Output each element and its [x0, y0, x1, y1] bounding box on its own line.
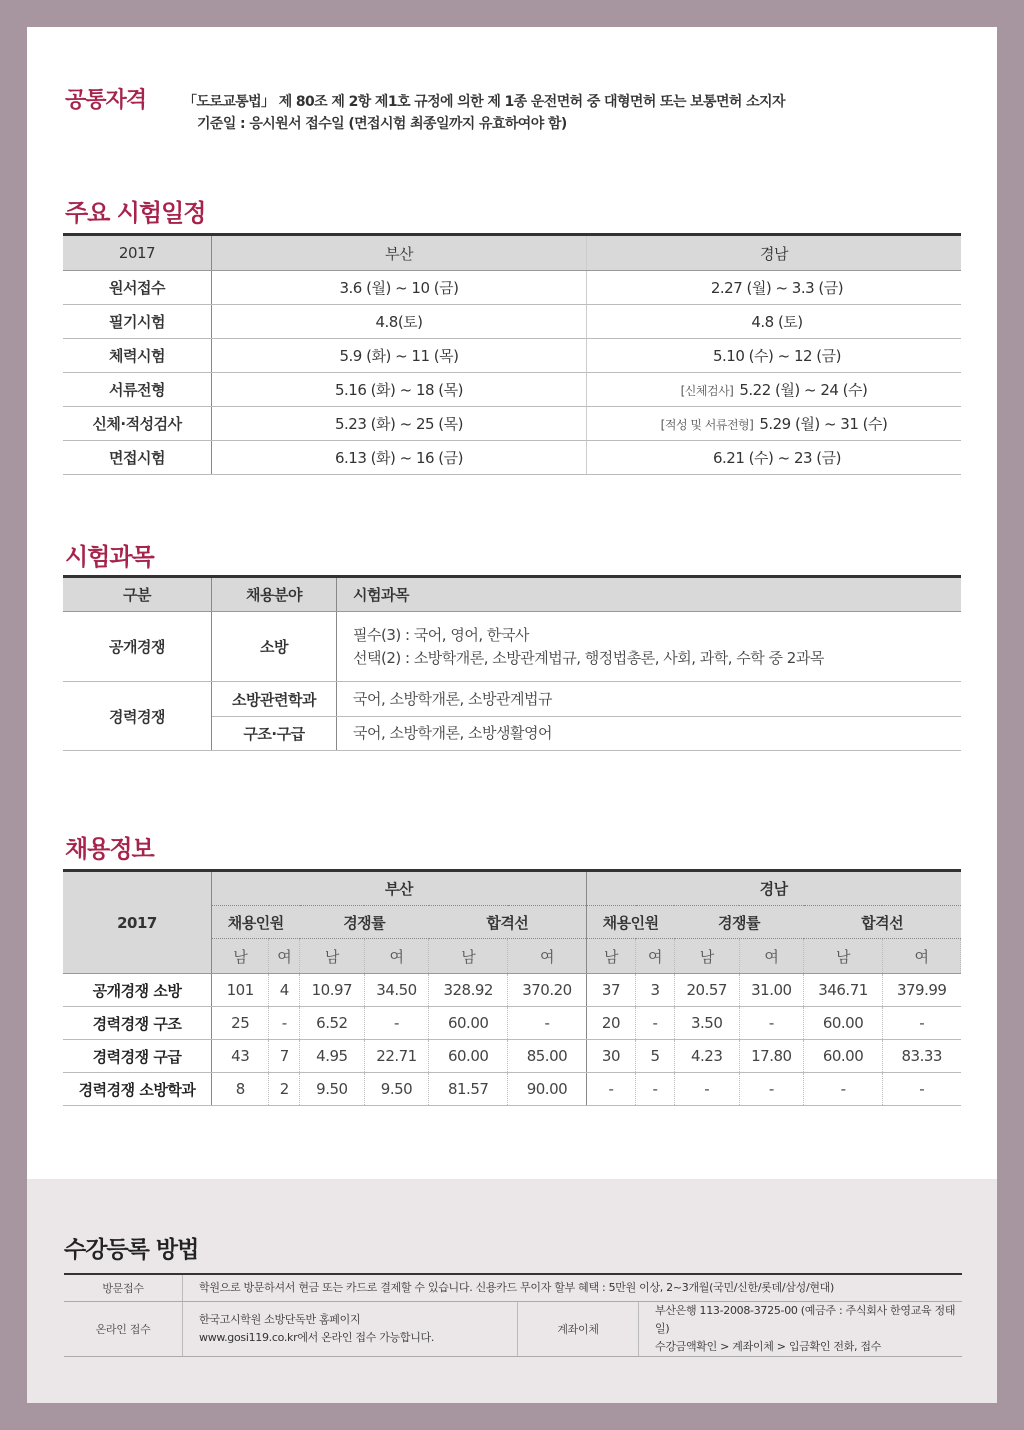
schedule-header-gyeongnam: 경남 — [587, 235, 962, 271]
schedule-gyeongnam-cell — [587, 339, 962, 373]
recruitment-cell: - — [674, 1073, 739, 1106]
recruitment-gender-label: 여 — [882, 939, 960, 974]
recruitment-cell: 8 — [212, 1073, 269, 1106]
schedule-title: 주요 시험일정 — [65, 199, 206, 227]
schedule-table — [63, 233, 961, 475]
schedule-header-busan: 부산 — [212, 235, 587, 271]
table-row — [63, 612, 961, 682]
recruitment-cell: 60.00 — [429, 1007, 508, 1040]
recruitment-cell: 17.80 — [739, 1040, 804, 1073]
recruitment-cell: - — [739, 1073, 804, 1106]
recruitment-cell: 85.00 — [508, 1040, 587, 1073]
recruitment-cell: 34.50 — [364, 974, 429, 1007]
table-row — [63, 682, 961, 717]
registration-table — [64, 1273, 962, 1357]
table-row — [63, 1073, 961, 1106]
registration-visit-text: 학원으로 방문하셔서 현금 또는 카드로 결제할 수 있습니다. 신용카드 무이자 할부 혜택 : 5만원 이상, 2~3개월(국민/신한/롯데/삼성/현대) — [183, 1274, 963, 1301]
schedule-row-label: 체력시험 — [63, 339, 212, 373]
schedule-busan: 5.16 (화) ~ 18 (목) — [212, 373, 587, 407]
schedule-gyeongnam-cell — [587, 271, 962, 305]
schedule-row-label: 면접시험 — [63, 441, 212, 475]
registration-panel — [27, 1179, 997, 1403]
schedule-gyeongnam: 5.22 (월) ~ 24 (수) — [739, 381, 868, 399]
recruitment-cell: 9.50 — [364, 1073, 429, 1106]
recruitment-cell: 31.00 — [739, 974, 804, 1007]
recruitment-cell: - — [508, 1007, 587, 1040]
recruitment-gender-label: 남 — [804, 939, 883, 974]
recruitment-group-ratio: 경쟁률 — [674, 906, 803, 939]
subjects-field: 소방 — [212, 612, 337, 682]
schedule-gyeongnam: 2.27 (월) ~ 3.3 (금) — [710, 279, 844, 297]
recruitment-cell: 328.92 — [429, 974, 508, 1007]
recruitment-cell: 60.00 — [429, 1040, 508, 1073]
recruitment-cell: 9.50 — [300, 1073, 365, 1106]
recruitment-cell: 3.50 — [674, 1007, 739, 1040]
schedule-busan: 5.9 (화) ~ 11 (목) — [212, 339, 587, 373]
recruitment-cell: - — [636, 1007, 675, 1040]
registration-online-label: 온라인 접수 — [64, 1301, 183, 1356]
recruitment-cell: 10.97 — [300, 974, 365, 1007]
recruitment-gender-label: 남 — [674, 939, 739, 974]
table-row — [64, 1274, 962, 1301]
recruitment-cell: - — [804, 1073, 883, 1106]
recruitment-group-quota: 채용인원 — [212, 906, 300, 939]
schedule-gyeongnam-cell — [587, 441, 962, 475]
recruitment-group-quota: 채용인원 — [586, 906, 674, 939]
schedule-busan: 4.8(토) — [212, 305, 587, 339]
subjects-header-field: 채용분야 — [212, 577, 337, 612]
subjects-required: 필수(3) : 국어, 영어, 한국사 — [353, 625, 529, 644]
recruitment-year: 2017 — [63, 871, 212, 974]
recruitment-cell: - — [882, 1073, 960, 1106]
subjects-field: 소방관련학과 — [212, 682, 337, 717]
schedule-gyeongnam-cell — [587, 373, 962, 407]
recruitment-cell: 4 — [269, 974, 300, 1007]
subjects-list — [337, 612, 962, 682]
table-row — [63, 271, 961, 305]
subjects-field: 구조·구급 — [212, 717, 337, 751]
recruitment-cell: 5 — [636, 1040, 675, 1073]
subjects-category: 경력경쟁 — [63, 682, 212, 751]
table-row — [63, 1040, 961, 1073]
subjects-list: 국어, 소방학개론, 소방생활영어 — [337, 717, 962, 751]
recruitment-cell: 20.57 — [674, 974, 739, 1007]
recruitment-cell: 81.57 — [429, 1073, 508, 1106]
recruitment-cell: 90.00 — [508, 1073, 587, 1106]
schedule-row-label: 원서접수 — [63, 271, 212, 305]
recruitment-cell: - — [739, 1007, 804, 1040]
recruitment-cell: 4.95 — [300, 1040, 365, 1073]
recruitment-cell: 3 — [636, 974, 675, 1007]
table-row — [63, 339, 961, 373]
recruitment-cell: 37 — [586, 974, 635, 1007]
recruitment-group-cutoff: 합격선 — [804, 906, 961, 939]
schedule-row-label: 서류전형 — [63, 373, 212, 407]
recruitment-cell: 379.99 — [882, 974, 960, 1007]
table-row — [63, 1007, 961, 1040]
recruitment-cell: - — [364, 1007, 429, 1040]
recruitment-group-cutoff: 합격선 — [429, 906, 587, 939]
registration-online-link: www.gosi119.co.kr에서 온라인 접수 가능합니다. — [199, 1330, 435, 1344]
subjects-elective: 선택(2) : 소방학개론, 소방관계법규, 행정법총론, 사회, 과학, 수학 중 2과목 — [353, 648, 824, 667]
schedule-busan: 5.23 (화) ~ 25 (목) — [212, 407, 587, 441]
schedule-gyeongnam: 5.10 (수) ~ 12 (금) — [712, 347, 841, 365]
recruitment-gender-label: 남 — [429, 939, 508, 974]
recruitment-row-label: 경력경쟁 구조 — [63, 1007, 212, 1040]
recruitment-cell: 370.20 — [508, 974, 587, 1007]
recruitment-cell: 83.33 — [882, 1040, 960, 1073]
table-row — [63, 305, 961, 339]
qualification-line1: 「도로교통법」 제 80조 제 2항 제1호 규정에 의한 제 1종 운전면허 중 대형면허 또는 보통면허 소지자 — [183, 94, 785, 110]
recruitment-cell: 7 — [269, 1040, 300, 1073]
table-row — [63, 373, 961, 407]
recruitment-gender-label: 여 — [364, 939, 429, 974]
recruitment-table — [63, 869, 961, 1106]
schedule-gyeongnam: 4.8 (토) — [751, 313, 803, 331]
subjects-category: 공개경쟁 — [63, 612, 212, 682]
recruitment-gender-label: 남 — [586, 939, 635, 974]
recruitment-region-gyeongnam: 경남 — [586, 871, 960, 906]
recruitment-gender-label: 남 — [300, 939, 365, 974]
recruitment-cell: - — [269, 1007, 300, 1040]
registration-transfer-line1: 부산은행 113-2008-3725-00 (예금주 : 주식회사 한영교육 정태일) — [655, 1303, 956, 1335]
table-row — [63, 974, 961, 1007]
schedule-gyeongnam: 5.29 (월) ~ 31 (수) — [759, 415, 888, 433]
subjects-header-category: 구분 — [63, 577, 212, 612]
schedule-gyeongnam-cell — [587, 407, 962, 441]
recruitment-cell: 6.52 — [300, 1007, 365, 1040]
recruitment-row-label: 공개경쟁 소방 — [63, 974, 212, 1007]
registration-online-text — [183, 1301, 518, 1356]
subjects-title: 시험과목 — [65, 543, 154, 571]
recruitment-cell: 25 — [212, 1007, 269, 1040]
recruitment-cell: 4.23 — [674, 1040, 739, 1073]
page — [27, 27, 997, 1403]
schedule-busan: 3.6 (월) ~ 10 (금) — [212, 271, 587, 305]
recruitment-cell: - — [586, 1073, 635, 1106]
recruitment-cell: 60.00 — [804, 1040, 883, 1073]
qualification-line2: 기준일 : 응시원서 접수일 (면접시험 최종일까지 유효하여야 함) — [197, 116, 567, 132]
subjects-header-subjects: 시험과목 — [337, 577, 962, 612]
registration-title: 수강등록 방법 — [64, 1237, 199, 1263]
recruitment-cell: 43 — [212, 1040, 269, 1073]
recruitment-cell: 30 — [586, 1040, 635, 1073]
schedule-header-year: 2017 — [63, 235, 212, 271]
table-row — [63, 441, 961, 475]
subjects-table — [63, 575, 961, 751]
recruitment-cell: 346.71 — [804, 974, 883, 1007]
registration-transfer-label: 계좌이체 — [518, 1301, 639, 1356]
recruitment-row-label: 경력경쟁 소방학과 — [63, 1073, 212, 1106]
recruitment-gender-label: 여 — [269, 939, 300, 974]
recruitment-gender-label: 여 — [636, 939, 675, 974]
recruitment-cell: 20 — [586, 1007, 635, 1040]
registration-online-line1: 한국고시학원 소방단독반 홈페이지 — [199, 1312, 361, 1326]
recruitment-cell: 60.00 — [804, 1007, 883, 1040]
table-row — [64, 1301, 962, 1356]
schedule-row-label: 필기시험 — [63, 305, 212, 339]
recruitment-cell: - — [882, 1007, 960, 1040]
recruitment-group-ratio: 경쟁률 — [300, 906, 429, 939]
schedule-gyeongnam: 6.21 (수) ~ 23 (금) — [712, 449, 841, 467]
recruitment-gender-label: 여 — [508, 939, 587, 974]
recruitment-cell: 101 — [212, 974, 269, 1007]
recruitment-gender-label: 남 — [212, 939, 269, 974]
registration-transfer-text — [639, 1301, 963, 1356]
recruitment-row-label: 경력경쟁 구급 — [63, 1040, 212, 1073]
recruitment-cell: 22.71 — [364, 1040, 429, 1073]
registration-visit-label: 방문접수 — [64, 1274, 183, 1301]
recruitment-cell: 2 — [269, 1073, 300, 1106]
recruitment-gender-label: 여 — [739, 939, 804, 974]
table-row — [63, 407, 961, 441]
recruitment-region-busan: 부산 — [212, 871, 587, 906]
schedule-note: [적성 및 서류전형] — [660, 418, 754, 432]
subjects-list: 국어, 소방학개론, 소방관계법규 — [337, 682, 962, 717]
qualification-label: 공통자격 — [65, 88, 147, 113]
schedule-note: [신체검사] — [680, 384, 734, 398]
schedule-gyeongnam-cell — [587, 305, 962, 339]
recruitment-title: 채용정보 — [65, 835, 154, 863]
recruitment-cell: - — [636, 1073, 675, 1106]
schedule-busan: 6.13 (화) ~ 16 (금) — [212, 441, 587, 475]
schedule-row-label: 신체·적성검사 — [63, 407, 212, 441]
registration-transfer-line2: 수강금액확인 > 계좌이체 > 입금확인 전화, 접수 — [655, 1339, 882, 1353]
